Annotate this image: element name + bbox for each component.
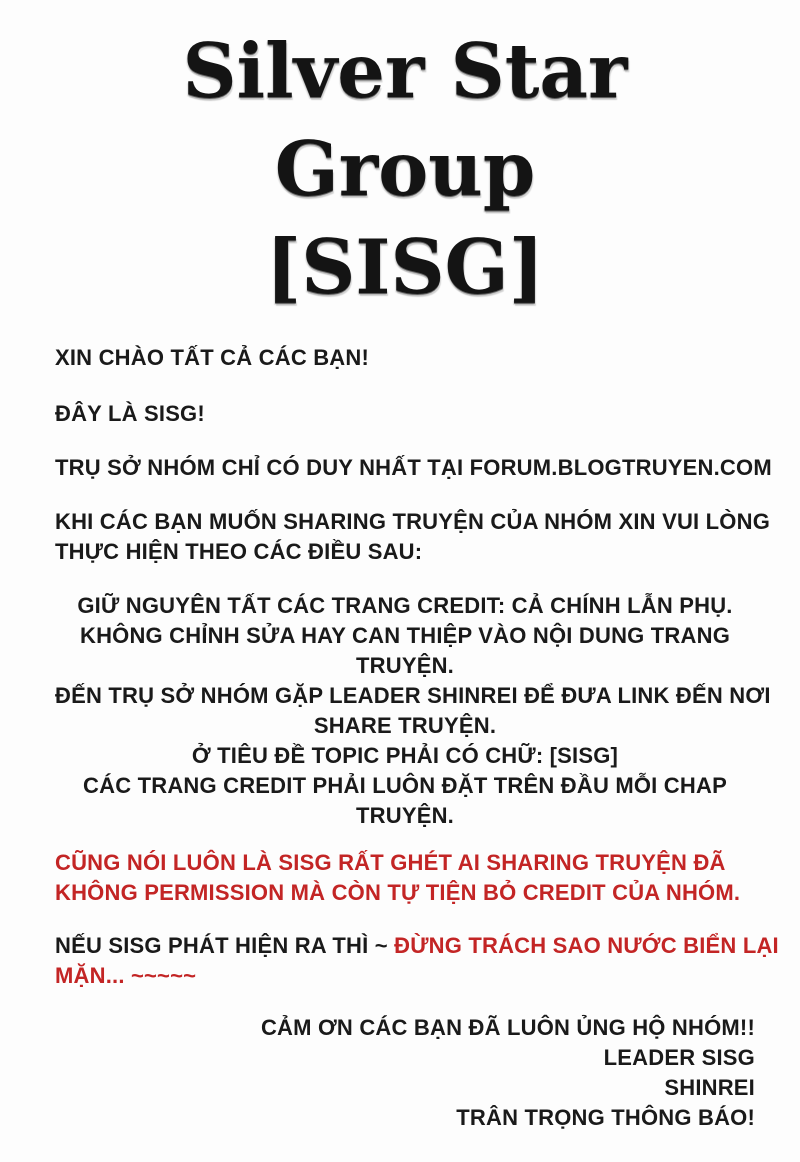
warning-line: CŨNG NÓI LUÔN LÀ SISG RẤT GHÉT AI SHARING TRUYỆN ĐÃ bbox=[55, 850, 726, 875]
rule-line: ĐẾN TRỤ SỞ NHÓM GẶP LEADER SHINREI ĐỂ ĐƯA LINK ĐẾN NƠI bbox=[55, 683, 771, 708]
closing-thanks: CẢM ƠN CÁC BẠN ĐÃ LUÔN ỦNG HỘ NHÓM!! bbox=[260, 1015, 755, 1040]
group-title-line1: Silver Star Group bbox=[182, 27, 628, 213]
closing-notice: TRÂN TRỌNG THÔNG BÁO! bbox=[456, 1105, 755, 1130]
announcement-body bbox=[55, 343, 779, 1133]
rule-line: TRUYỆN. bbox=[356, 653, 454, 678]
warning-text bbox=[55, 848, 755, 908]
sharing-intro-line: KHI CÁC BẠN MUỐN SHARING TRUYỆN CỦA NHÓM XIN VUI LÒNG bbox=[55, 509, 771, 534]
intro-text: ĐÂY LÀ SISG! bbox=[55, 401, 205, 426]
warning-line: KHÔNG PERMISSION MÀ CÒN TỰ TIỆN BỎ CREDIT CỦA NHÓM. bbox=[55, 880, 741, 905]
threat-red-part: ĐỪNG TRÁCH SAO NƯỚC BIỂN LẠI bbox=[394, 933, 779, 958]
rule-line: CÁC TRANG CREDIT PHẢI LUÔN ĐẶT TRÊN ĐẦU MỖI CHAP bbox=[83, 773, 727, 798]
threat-line2: MẶN... ~~~~~ bbox=[55, 963, 197, 988]
closing-signature bbox=[55, 1013, 755, 1133]
rule-line: TRUYỆN. bbox=[356, 803, 454, 828]
sharing-intro-line: THỰC HIỆN THEO CÁC ĐIỀU SAU: bbox=[55, 539, 423, 564]
threat-line1 bbox=[55, 931, 779, 961]
threat-black-part: NẾU SISG PHÁT HIỆN RA THÌ ~ bbox=[55, 933, 395, 958]
closing-name: SHINREI bbox=[664, 1075, 755, 1100]
rule-line: GIỮ NGUYÊN TẤT CÁC TRANG CREDIT: CẢ CHÍNH LẪN PHỤ. bbox=[77, 593, 733, 618]
sharing-intro bbox=[55, 507, 771, 567]
group-title-line2: [SISG] bbox=[265, 223, 545, 311]
rules-list bbox=[55, 591, 771, 831]
closing-leader: LEADER SISG bbox=[603, 1045, 755, 1070]
group-title bbox=[55, 0, 755, 316]
threat-text bbox=[55, 931, 779, 991]
rule-line: Ở TIÊU ĐỀ TOPIC PHẢI CÓ CHỮ: [SISG] bbox=[191, 743, 619, 768]
rule-line: KHÔNG CHỈNH SỬA HAY CAN THIỆP VÀO NỘI DUNG TRANG bbox=[79, 623, 731, 648]
headquarters-text: TRỤ SỞ NHÓM CHỈ CÓ DUY NHẤT TẠI FORUM.BLOGTRUYEN.COM bbox=[55, 455, 772, 480]
rule-line: SHARE TRUYỆN. bbox=[313, 713, 497, 738]
greeting-text: XIN CHÀO TẤT CẢ CÁC BẠN! bbox=[55, 345, 370, 370]
